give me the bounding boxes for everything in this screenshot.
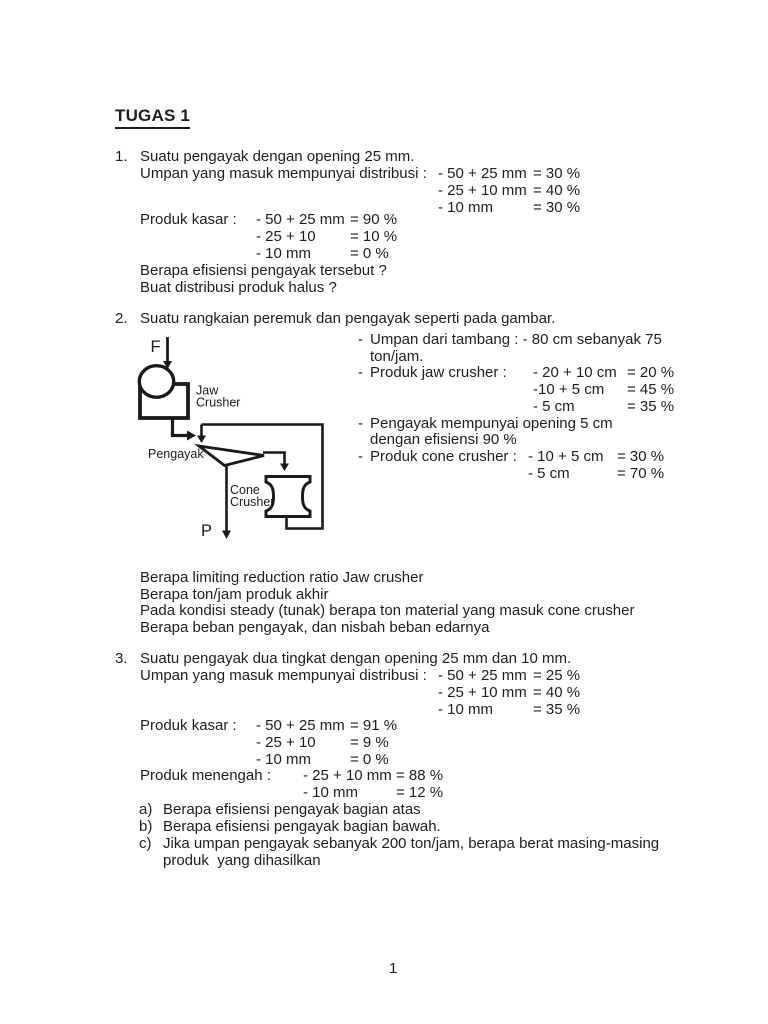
size-fraction: - 5 cm <box>533 398 575 415</box>
problem-1-intro: Suatu pengayak dengan opening 25 mm. <box>140 148 415 165</box>
cone-product-label: Produk cone crusher : <box>370 448 517 465</box>
sub-question-letter: b) <box>139 818 153 835</box>
size-fraction: - 20 + 10 cm <box>533 364 617 381</box>
problem-2-number: 2. <box>115 310 128 327</box>
bullet-dash: - <box>358 415 363 432</box>
size-fraction: - 50 + 25 mm <box>438 667 527 684</box>
size-fraction: - 50 + 25 mm <box>438 165 527 182</box>
percentage-value: = 30 % <box>617 448 665 465</box>
percentage-value: = 40 % <box>533 684 581 701</box>
question-text: Pada kondisi steady (tunak) berapa ton material yang masuk cone crusher <box>140 602 635 619</box>
percentage-value: = 35 % <box>533 701 581 718</box>
size-fraction: - 5 cm <box>528 465 570 482</box>
size-fraction: -10 + 5 cm <box>533 381 605 398</box>
size-fraction: - 25 + 10 <box>256 228 316 245</box>
question-text: Buat distribusi produk halus ? <box>140 279 337 296</box>
percentage-value: = 30 % <box>533 165 581 182</box>
size-fraction: - 50 + 25 mm <box>256 717 345 734</box>
size-fraction: - 10 mm <box>438 701 494 718</box>
problem-2-intro: Suatu rangkaian peremuk dan pengayak seperti pada gambar. <box>140 310 556 327</box>
size-fraction: - 10 + 5 cm <box>528 448 604 465</box>
jaw-to-screen-arrowhead-icon <box>187 431 196 441</box>
percentage-value: = 20 % <box>627 364 675 381</box>
crusher-flowsheet-diagram <box>125 330 335 545</box>
mine-feed-label: Umpan dari tambang : - 80 cm sebanyak 75 <box>370 331 662 348</box>
product-stream-label: P <box>201 522 213 540</box>
bullet-dash: - <box>358 331 363 348</box>
screen-triangle-icon <box>199 446 264 466</box>
recycle-arrowhead-icon <box>197 436 206 444</box>
screen-label: Pengayak <box>148 447 204 461</box>
size-fraction: - 25 + 10 mm <box>438 684 527 701</box>
size-fraction: - 10 mm <box>438 199 494 216</box>
bullet-dash: - <box>358 364 363 381</box>
screen-efficiency-text: dengan efisiensi 90 % <box>370 431 517 448</box>
size-fraction: - 10 mm <box>256 751 312 768</box>
sub-question-text: Jika umpan pengayak sebanyak 200 ton/jam, berapa berat masing-masing <box>163 835 660 852</box>
percentage-value: = 40 % <box>533 182 581 199</box>
screen-to-cone-arrowhead-icon <box>280 464 289 472</box>
middle-product-label: Produk menengah : <box>140 767 271 784</box>
sub-question-text: Berapa efisiensi pengayak bagian atas <box>163 801 421 818</box>
percentage-value: = 91 % <box>350 717 398 734</box>
problem-3-number: 3. <box>115 650 128 667</box>
size-fraction: - 50 + 25 mm <box>256 211 345 228</box>
jaw-to-screen-line <box>173 419 188 436</box>
jaw-crusher-roll-icon <box>139 366 173 398</box>
percentage-value: = 88 % <box>396 767 444 784</box>
percentage-value: = 10 % <box>350 228 398 245</box>
feed-distribution-label: Umpan yang masuk mempunyai distribusi : <box>140 165 427 182</box>
percentage-value: = 25 % <box>533 667 581 684</box>
product-arrowhead-icon <box>222 531 231 540</box>
problem-3-intro: Suatu pengayak dua tingkat dengan opening 25 mm dan 10 mm. <box>140 650 572 667</box>
percentage-value: = 12 % <box>396 784 444 801</box>
percentage-value: = 45 % <box>627 381 675 398</box>
percentage-value: = 0 % <box>350 245 389 262</box>
percentage-value: = 90 % <box>350 211 398 228</box>
jaw-crusher-label: Jaw <box>196 383 219 398</box>
size-fraction: - 25 + 10 mm <box>303 767 392 784</box>
screen-to-cone-line <box>263 453 285 465</box>
screen-opening-text: Pengayak mempunyai opening 5 cm <box>370 415 613 432</box>
feed-stream-label: F <box>150 338 161 356</box>
sub-question-text: produk yang dihasilkan <box>163 852 321 869</box>
percentage-value: = 70 % <box>617 465 665 482</box>
sub-question-text: Berapa efisiensi pengayak bagian bawah. <box>163 818 441 835</box>
percentage-value: = 0 % <box>350 751 389 768</box>
page-title: TUGAS 1 <box>115 107 190 129</box>
jaw-product-label: Produk jaw crusher : <box>370 364 507 381</box>
percentage-value: = 30 % <box>533 199 581 216</box>
bullet-dash: - <box>358 448 363 465</box>
sub-question-letter: a) <box>139 801 153 818</box>
question-text: Berapa limiting reduction ratio Jaw crusher <box>140 569 424 586</box>
problem-1-number: 1. <box>115 148 128 165</box>
cone-crusher-label: Crusher <box>230 495 275 509</box>
cone-crusher-label: Cone <box>230 483 260 497</box>
coarse-product-label: Produk kasar : <box>140 717 237 734</box>
jaw-crusher-label: Crusher <box>196 395 241 410</box>
mine-feed-cont: ton/jam. <box>370 348 424 365</box>
coarse-product-label: Produk kasar : <box>140 211 237 228</box>
question-text: Berapa efisiensi pengayak tersebut ? <box>140 262 387 279</box>
percentage-value: = 35 % <box>627 398 675 415</box>
percentage-value: = 9 % <box>350 734 389 751</box>
question-text: Berapa beban pengayak, dan nisbah beban edarnya <box>140 619 490 636</box>
size-fraction: - 25 + 10 mm <box>438 182 527 199</box>
size-fraction: - 25 + 10 <box>256 734 316 751</box>
feed-distribution-label: Umpan yang masuk mempunyai distribusi : <box>140 667 427 684</box>
question-text: Berapa ton/jam produk akhir <box>140 586 329 603</box>
page-number: 1 <box>389 960 398 977</box>
sub-question-letter: c) <box>139 835 152 852</box>
size-fraction: - 10 mm <box>303 784 359 801</box>
size-fraction: - 10 mm <box>256 245 312 262</box>
